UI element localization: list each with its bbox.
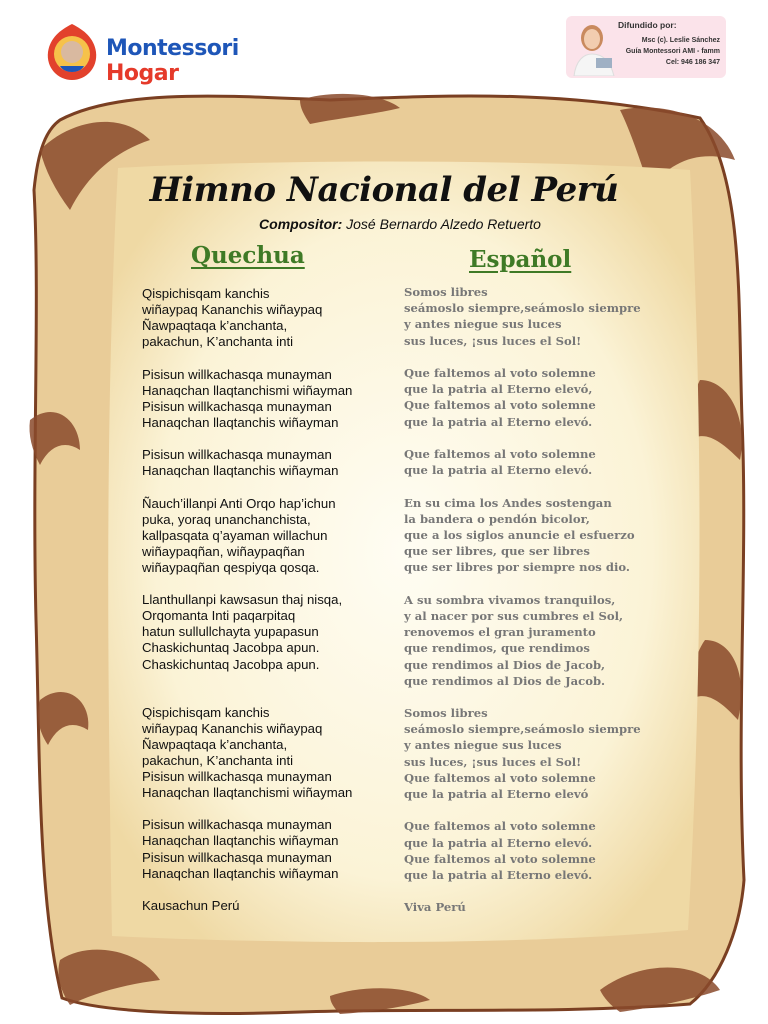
quechua-line: Hanaqchan llaqtanchismi wiñayman xyxy=(142,382,353,398)
spanish-stanza-4 xyxy=(404,495,674,576)
spanish-line: A su sombra vivamos tranquilos, xyxy=(404,592,616,607)
quechua-line: puka, yoraq unanchanchista, xyxy=(142,511,311,527)
spanish-stanza-1 xyxy=(404,284,674,349)
anthem-title: Himno Nacional del Perú xyxy=(149,170,619,210)
composer-label: Compositor: xyxy=(259,216,343,232)
spanish-stanza-2 xyxy=(404,365,674,430)
quechua-line: Chaskichuntaq Jacobpa apun. xyxy=(142,656,320,672)
quechua-line: wiñaypaq Kananchis wiñaypaq xyxy=(142,302,323,318)
quechua-stanza-6 xyxy=(142,705,402,802)
spanish-line: sus luces, ¡sus luces el Sol! xyxy=(404,754,582,769)
spanish-stanza-7 xyxy=(404,818,674,883)
spanish-stanza-3 xyxy=(404,446,674,478)
quechua-line: Ñauch’illanpi Anti Orqo hap’ichun xyxy=(142,495,336,511)
quechua-line: kallpasqata q’ayaman willachun xyxy=(142,527,328,543)
credit-title: Difundido por: xyxy=(618,20,677,30)
quechua-line: wiñaypaqñan qespiyqa qosqa. xyxy=(142,559,320,575)
quechua-line: Ñawpaqtaqa k’anchanta, xyxy=(142,318,288,334)
quechua-stanza-3 xyxy=(142,447,402,479)
quechua-stanza-8 xyxy=(142,898,402,914)
spanish-line: que la patria al Eterno elevó. xyxy=(404,414,593,429)
quechua-line: Qispichisqam kanchis xyxy=(142,286,270,301)
spanish-line: y antes niegue sus luces xyxy=(404,317,562,332)
quechua-stanza-1 xyxy=(142,286,402,350)
quechua-stanza-5 xyxy=(142,592,402,672)
logo-badge-icon xyxy=(44,22,100,82)
spanish-line: Somos libres xyxy=(404,285,488,299)
composer-line xyxy=(0,216,768,232)
spanish-stanza-6 xyxy=(404,705,674,802)
spanish-line: que ser libres, que ser libres xyxy=(404,544,590,559)
quechua-line: Pisisun willkachasqa munayman xyxy=(142,769,332,784)
quechua-line: Pisisun willkachasqa munayman xyxy=(142,447,332,463)
spanish-line: Que faltemos al voto solemne xyxy=(404,366,596,380)
credit-phone: Cel: 946 186 347 xyxy=(665,59,720,66)
spanish-line: Que faltemos al voto solemne xyxy=(404,770,596,785)
quechua-stanza-7 xyxy=(142,817,402,881)
spanish-stanza-5 xyxy=(404,592,674,689)
quechua-line: Hanaqchan llaqtanchis wiñayman xyxy=(142,865,339,881)
credit-box xyxy=(566,16,726,78)
spanish-heading: Español xyxy=(469,246,572,273)
quechua-line: Hanaqchan llaqtanchis wiñayman xyxy=(142,463,339,479)
spanish-line: Somos libres xyxy=(404,706,488,721)
spanish-line: que rendimos al Dios de Jacob. xyxy=(404,673,606,688)
logo-text-hogar: Hogar xyxy=(106,61,179,86)
quechua-line: Chaskichuntaq Jacobpa apun. xyxy=(142,640,320,656)
spanish-line: Que faltemos al voto solemne xyxy=(404,398,596,413)
montessori-hogar-logo xyxy=(44,22,314,86)
spanish-line: que a los siglos anuncie el esfuerzo xyxy=(404,528,635,542)
credit-role: Guía Montessori AMI - famm xyxy=(625,48,720,55)
quechua-stanza-2 xyxy=(142,367,402,431)
spanish-line: que la patria al Eterno elevó. xyxy=(404,868,593,883)
spanish-line: Que faltemos al voto solemne xyxy=(404,447,596,461)
spanish-line: En su cima los Andes sostengan xyxy=(404,495,612,510)
spanish-line: y antes niegue sus luces xyxy=(404,738,562,753)
quechua-line: Pisisun willkachasqa munayman xyxy=(142,366,332,382)
spanish-line: seámoslo siempre,seámoslo siempre xyxy=(404,722,641,737)
spanish-line: que la patria al Eterno elevó. xyxy=(404,835,593,850)
spanish-line: y al nacer por sus cumbres el Sol, xyxy=(404,609,624,623)
spanish-line: que rendimos al Dios de Jacob, xyxy=(404,657,606,672)
spanish-line: que ser libres por siempre nos dio. xyxy=(404,560,630,575)
quechua-line: Kausachun Perú xyxy=(142,897,240,913)
author-photo xyxy=(570,20,620,76)
quechua-line: hatun sullullchayta yupapasun xyxy=(142,624,319,640)
quechua-stanza-4 xyxy=(142,496,402,576)
quechua-line: Pisisun willkachasqa munayman xyxy=(142,398,332,414)
quechua-line: pakachun, K’anchanta inti xyxy=(142,752,294,768)
quechua-line: Hanaqchan llaqtanchis wiñayman xyxy=(142,833,339,849)
composer-name: José Bernardo Alzedo Retuerto xyxy=(346,216,541,232)
quechua-line: Llanthullanpi kawsasun thaj nisqa, xyxy=(142,592,343,608)
spanish-column xyxy=(404,284,674,932)
quechua-line: Orqomanta Inti paqarpitaq xyxy=(142,608,296,624)
quechua-line: wiñaypaqñan, wiñaypaqñan xyxy=(142,543,305,559)
spanish-line: seámoslo siempre,seámoslo siempre xyxy=(404,301,641,316)
quechua-line: Pisisun willkachasqa munayman xyxy=(142,849,332,865)
spanish-line: Que faltemos al voto solemne xyxy=(404,851,596,866)
credit-name: Msc (c). Leslie Sánchez xyxy=(641,37,720,44)
spanish-stanza-8 xyxy=(404,899,674,915)
quechua-column xyxy=(142,286,402,930)
spanish-line: Viva Perú xyxy=(404,900,466,915)
spanish-line: la bandera o pendón bicolor, xyxy=(404,511,590,526)
spanish-line: que la patria al Eterno elevó xyxy=(404,787,589,802)
spanish-line: sus luces, ¡sus luces el Sol! xyxy=(404,333,582,348)
spanish-line: que la patria al Eterno elevó, xyxy=(404,382,593,397)
spanish-line: que la patria al Eterno elevó. xyxy=(404,463,593,478)
spanish-line: renovemos el gran juramento xyxy=(404,625,596,640)
quechua-line: pakachun, K’anchanta inti xyxy=(142,334,294,350)
spanish-line: Que faltemos al voto solemne xyxy=(404,819,596,834)
quechua-line: Hanaqchan llaqtanchismi wiñayman xyxy=(142,785,353,801)
quechua-line: Qispichisqam kanchis xyxy=(142,704,270,720)
quechua-heading: Quechua xyxy=(191,242,305,269)
quechua-line: Hanaqchan llaqtanchis wiñayman xyxy=(142,414,339,430)
logo-text-montessori: Montessori xyxy=(106,36,239,61)
quechua-line: Pisisun willkachasqa munayman xyxy=(142,817,332,833)
quechua-line: Ñawpaqtaqa k’anchanta, xyxy=(142,736,288,752)
quechua-line: wiñaypaq Kananchis wiñaypaq xyxy=(142,720,323,736)
spanish-line: que rendimos, que rendimos xyxy=(404,641,590,656)
